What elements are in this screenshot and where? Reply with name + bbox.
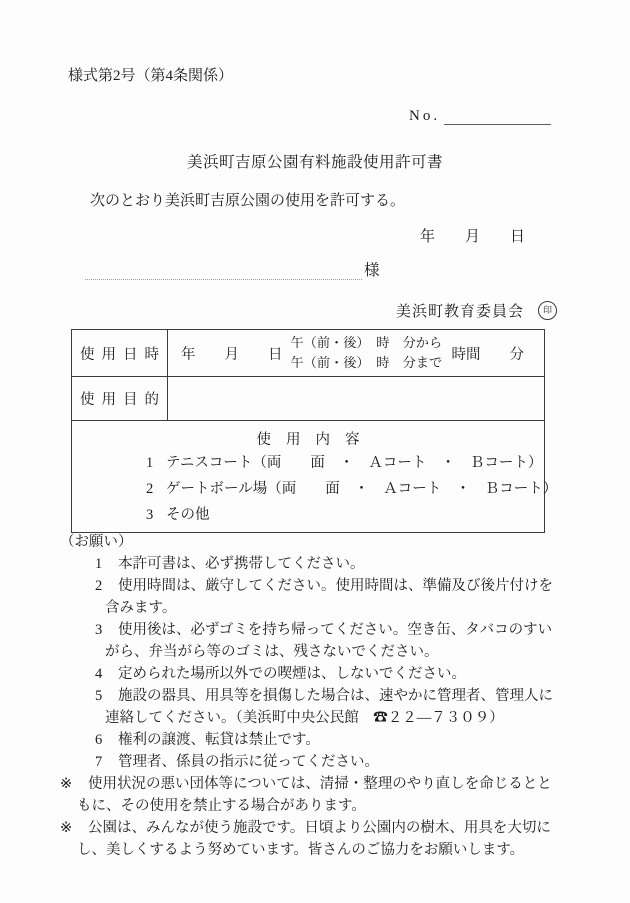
page-title: 美浜町吉原公園有料施設使用許可書 (186, 154, 443, 171)
table-row-usage-purpose (72, 377, 544, 421)
note-marker: 2 (95, 578, 103, 594)
note-item (95, 553, 565, 575)
usage-duration-blank: 時間 分 (451, 346, 524, 363)
usage-time-range (291, 333, 443, 373)
note-item (95, 575, 565, 619)
item-number: 3 (146, 507, 154, 523)
usage-content-item (146, 450, 544, 476)
addressee-line (85, 258, 380, 280)
item-text: ゲートボール場（両 面 ・ Ａコート ・ Ｂコート） (166, 481, 558, 497)
issuer-line (396, 300, 557, 321)
usage-content-list (146, 450, 558, 528)
notes-section (0, 531, 630, 861)
usage-time-to: 午（前・後） 時 分まで (290, 355, 443, 370)
note-marker: 3 (95, 622, 103, 638)
note-text: 公園は、みんなが使う施設です。日頃より公園内の樹木、用具を大切にし、美しくするよう努めています。皆さんのご協力をお願いします。 (77, 820, 551, 858)
note-text: 権利の譲渡、転貸は禁止です。 (118, 732, 320, 748)
number-blank-line (444, 107, 551, 125)
note-item (60, 817, 565, 861)
usage-content-item (146, 476, 558, 502)
number-label: No. (409, 108, 441, 124)
item-number: 2 (146, 481, 154, 497)
usage-datetime-cell (168, 330, 544, 376)
note-item (95, 619, 565, 663)
usage-content-header: 使用内容 (256, 432, 375, 448)
note-item (95, 663, 565, 685)
issue-date-line: 年 月 日 (420, 229, 526, 245)
note-item (95, 685, 565, 729)
note-marker: 1 (95, 556, 103, 572)
item-text: その他 (166, 507, 210, 523)
issuer-name: 美浜町教育委員会 (395, 304, 524, 320)
note-text: 本許可書は、必ず携帯してください。 (118, 556, 365, 572)
document-number-line (409, 107, 551, 125)
usage-purpose-cell (168, 377, 544, 420)
addressee-blank-line (85, 258, 362, 280)
usage-content-cell (72, 428, 558, 528)
usage-content-item (146, 502, 544, 528)
form-code: 様式第2号（第4条関係） (68, 68, 234, 84)
note-marker: 5 (95, 688, 103, 704)
note-item (95, 751, 565, 773)
note-marker: 6 (95, 732, 103, 748)
note-text: 管理者、係員の指示に従ってください。 (118, 754, 379, 770)
note-text: 施設の器具、用具等を損傷した場合は、速やかに管理者、管理人に連絡してください。（美浜町中央公民館 ☎２２―７３０９） (105, 688, 553, 726)
note-text: 使用時間は、厳守してください。使用時間は、準備及び後片付けを含みます。 (105, 578, 553, 616)
usage-purpose-label: 使用目的 (72, 377, 168, 420)
item-text: テニスコート（両 面 ・ Ａコート ・ Ｂコート） (166, 455, 543, 471)
seal-icon: 印 (538, 301, 557, 320)
notes-heading: （お願い） (60, 534, 133, 550)
item-number: 1 (146, 455, 154, 471)
addressee-honorific: 様 (364, 262, 380, 279)
usage-time-from: 午（前・後） 時 分から (290, 335, 443, 350)
permit-table (71, 329, 558, 533)
table-row-usage-datetime (72, 330, 544, 377)
note-item (95, 729, 565, 751)
note-marker: 7 (95, 754, 103, 770)
note-text: 定められた場所以外での喫煙は、しないでください。 (118, 666, 466, 682)
note-text: 使用状況の悪い団体等については、清掃・整理のやり直しを命じるとともに、その使用を禁止する場合があります。 (77, 776, 552, 814)
note-marker: ※ (60, 776, 73, 792)
intro-sentence: 次のとおり美浜町吉原公園の使用を許可する。 (90, 193, 406, 209)
note-marker: 4 (95, 666, 103, 682)
note-marker: ※ (60, 820, 73, 836)
note-text: 使用後は、必ずゴミを持ち帰ってください。空き缶、タバコのすいがら、弁当がら等のゴミは、残さないでください。 (105, 622, 553, 660)
usage-date-blank: 年 月 日 (181, 346, 283, 363)
usage-datetime-label: 使用日時 (72, 330, 168, 376)
note-item (60, 773, 565, 817)
table-row-usage-content (72, 428, 558, 532)
